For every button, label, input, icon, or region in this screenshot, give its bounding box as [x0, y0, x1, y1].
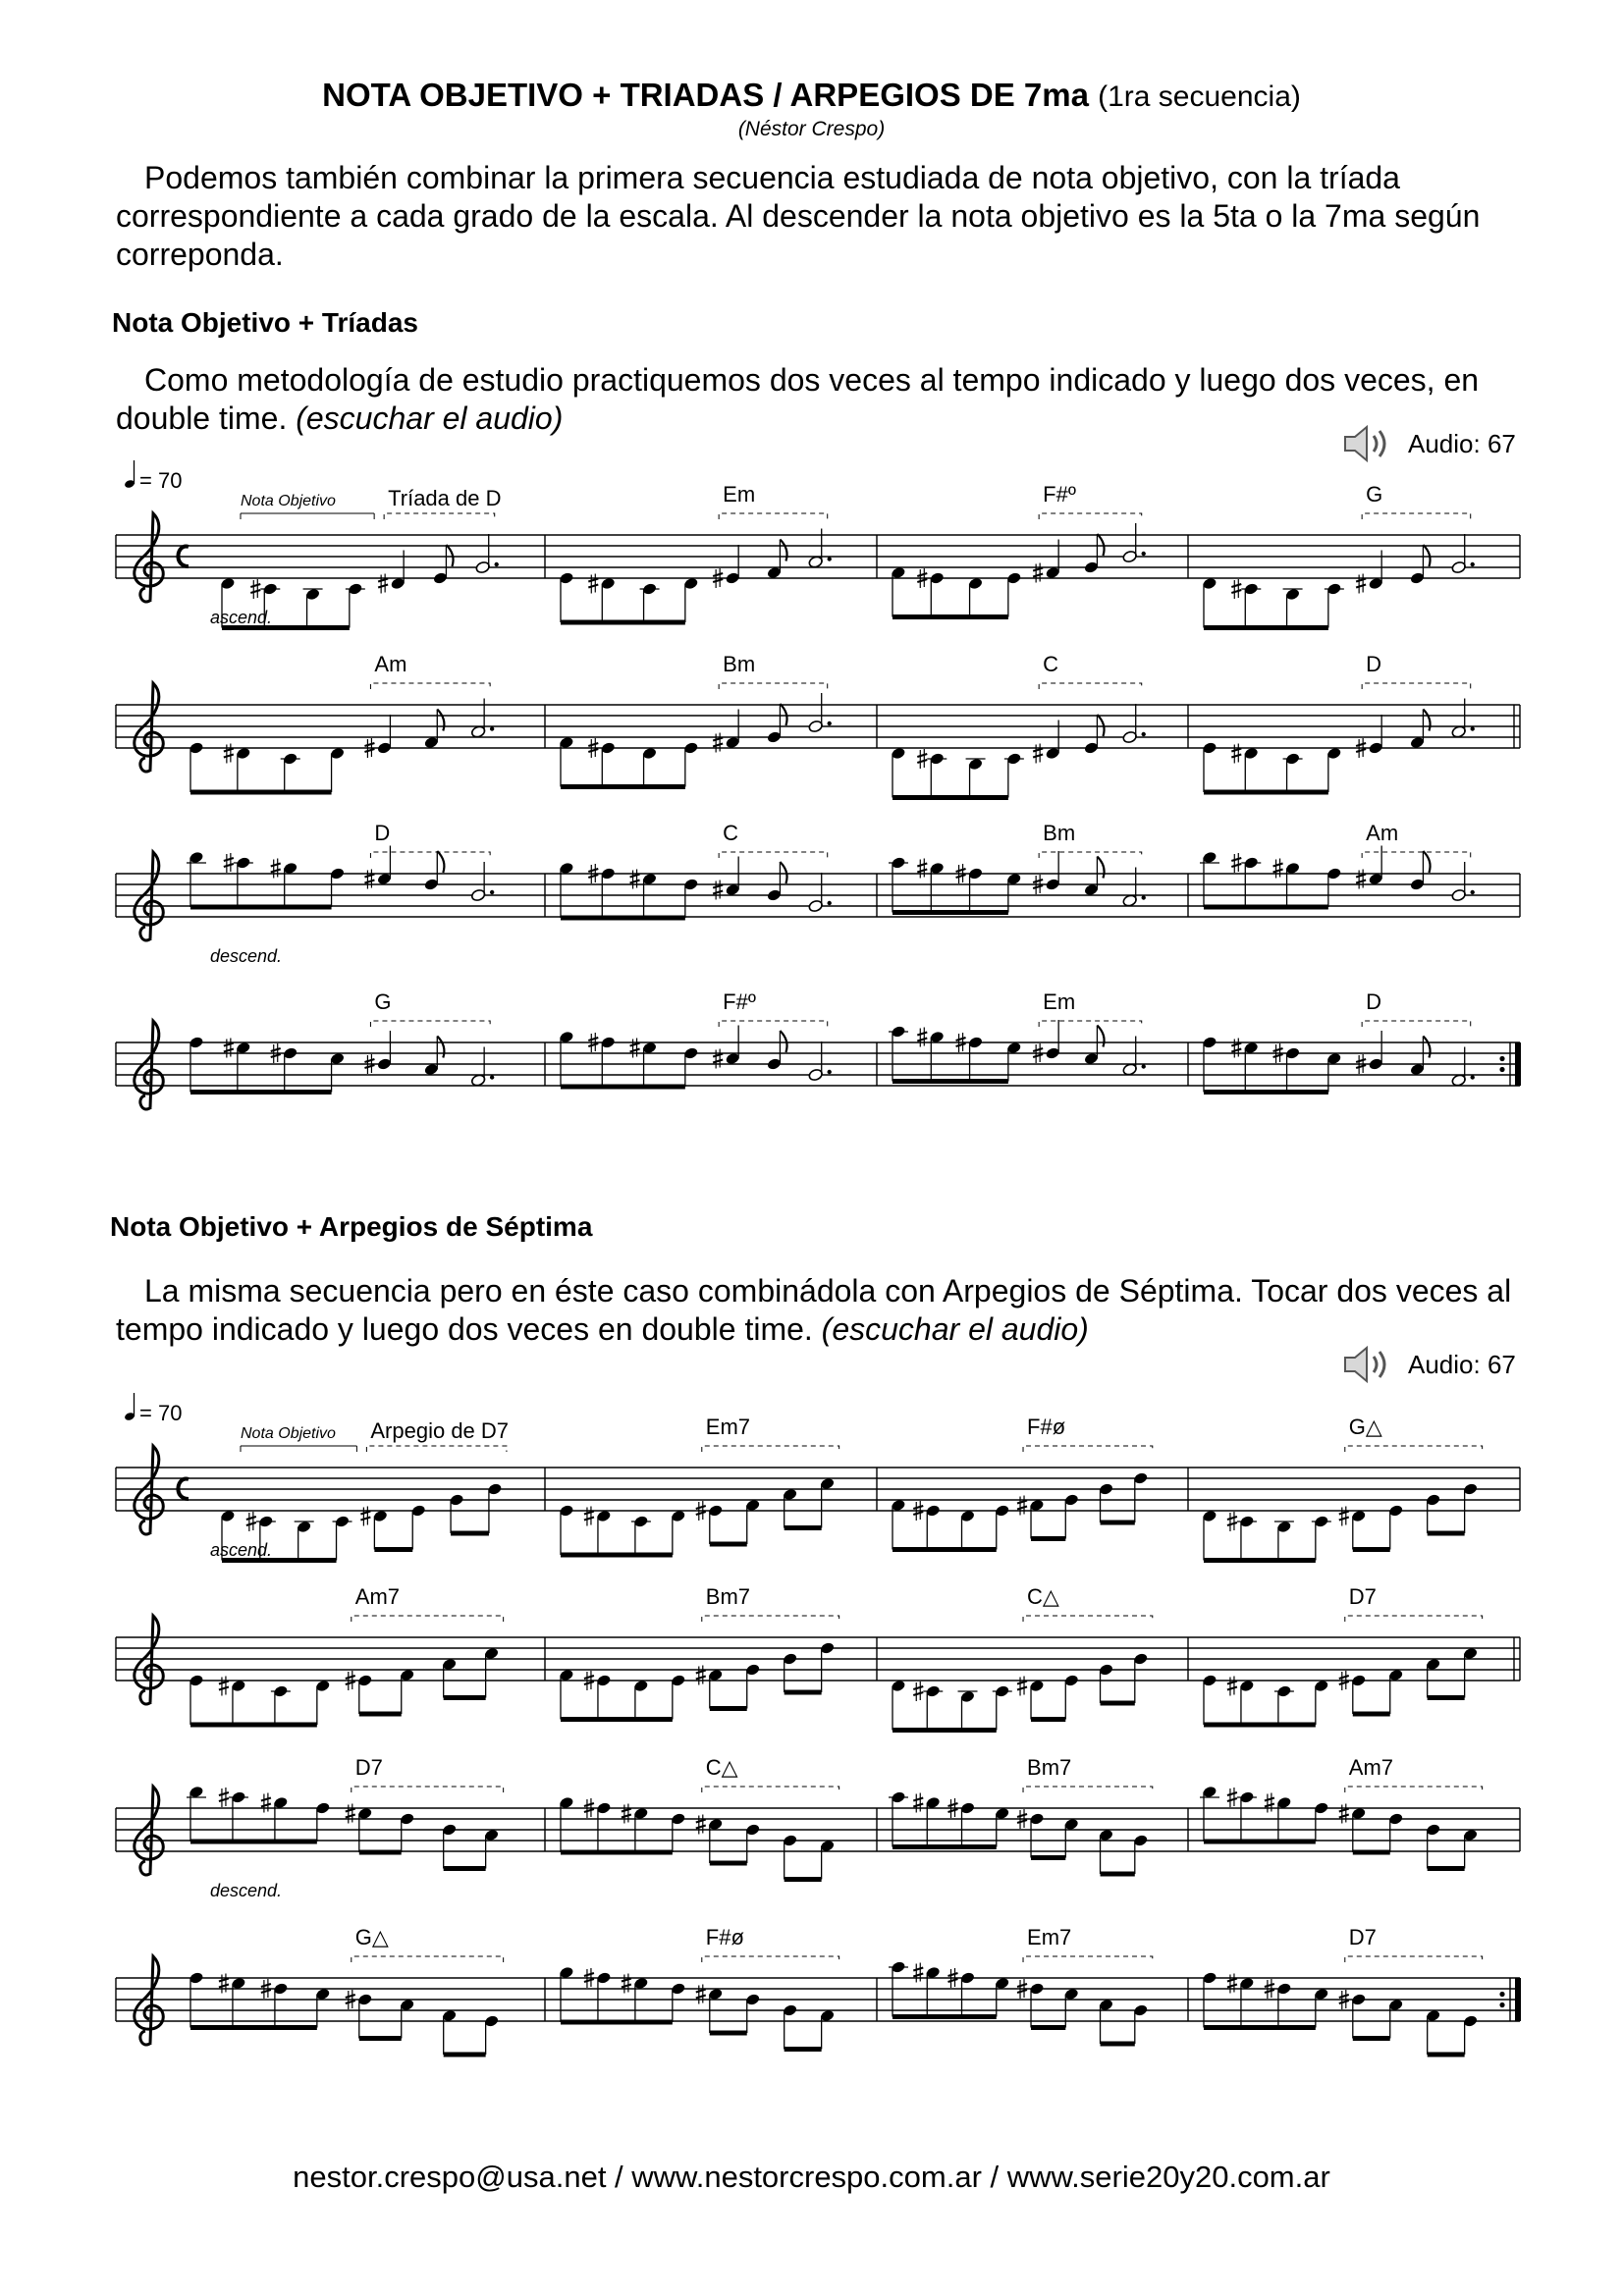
sharp-icon — [271, 859, 281, 879]
chord-label: D — [374, 821, 391, 845]
chord-bracket — [1039, 683, 1142, 689]
sharp-icon — [246, 1512, 256, 1531]
flag — [780, 1031, 786, 1052]
sharp-icon — [219, 1788, 229, 1807]
dot — [828, 721, 832, 725]
sharp-icon — [584, 1507, 594, 1526]
chord-bracket — [1023, 1956, 1153, 1962]
staff-s1-row-4 — [0, 944, 1623, 1141]
flag — [1423, 545, 1430, 566]
chord-label: G△ — [1348, 1415, 1382, 1439]
flag — [1097, 534, 1104, 556]
sharp-icon — [224, 853, 234, 873]
sharp-icon — [588, 574, 598, 594]
dot — [1142, 732, 1146, 736]
chord-bracket — [719, 683, 828, 689]
chord-label: Am7 — [354, 1584, 401, 1609]
treble-clef-icon — [135, 1446, 163, 1534]
treble-clef-icon — [135, 1021, 163, 1109]
treble-clef-icon — [135, 683, 163, 772]
tempo-mark — [124, 1393, 182, 1425]
chord-label: Em — [723, 482, 756, 507]
chord-label: F#º — [723, 989, 756, 1014]
flag — [780, 540, 786, 561]
treble-clef-icon — [135, 852, 163, 940]
chord-label: Em7 — [705, 1415, 751, 1439]
sharp-icon — [713, 881, 723, 900]
chord-label: G△ — [354, 1925, 389, 1949]
chord-label: C — [1043, 652, 1059, 676]
dot — [490, 1075, 494, 1079]
author: (Néstor Crespo) — [737, 118, 886, 140]
chord-label: G — [1366, 482, 1383, 507]
footer-contact: nestor.crespo@usa.net / www.nestorcrespo.com.ar / www.serie20y20.com.ar — [293, 2160, 1330, 2194]
direction-label: ascend. — [210, 1540, 273, 1560]
sharp-icon — [917, 859, 927, 879]
sharp-icon — [1231, 853, 1241, 873]
sharp-icon — [1231, 1039, 1241, 1058]
chord-label: Am — [374, 652, 407, 676]
tempo-label: = 70 — [139, 1401, 183, 1425]
chord-bracket — [702, 1956, 839, 1962]
section2-audio-note: (escuchar el audio) — [821, 1311, 1089, 1347]
dot — [495, 562, 499, 566]
chord-bracket — [352, 1956, 504, 1962]
sharp-icon — [250, 579, 260, 599]
chord-bracket — [1023, 1446, 1153, 1452]
section2-audio-label: Audio: 67 — [1408, 1349, 1516, 1379]
repeat-dot — [1499, 2002, 1504, 2007]
first-chord-label: Tríada de D — [388, 486, 502, 510]
staff-s2-row-1 — [0, 1369, 1623, 1566]
flag — [437, 851, 444, 873]
sharp-icon — [622, 1974, 631, 1994]
tempo-label: = 70 — [139, 468, 183, 493]
sharp-icon — [1227, 1677, 1237, 1696]
sharp-icon — [1033, 744, 1043, 764]
final-barline — [1515, 1042, 1521, 1086]
chord-bracket — [384, 513, 495, 519]
chord-label: Bm7 — [705, 1584, 751, 1609]
section2-text: La misma secuencia pero en éste caso combinádola con Arpegios de Séptima. Tocar dos veces al tempo indicado y luego dos veces en double time. — [116, 1273, 1512, 1347]
sharp-icon — [1227, 1788, 1237, 1807]
final-barline — [1515, 1978, 1521, 2021]
sharp-icon — [696, 1666, 706, 1685]
repeat-dot — [1499, 1067, 1504, 1072]
intro-text: Podemos también combinar la primera secuencia estudiada de nota objetivo, con la tríada correspondiente a cada grado de la escala. Al descender la nota objetivo es la 5ta o la 7ma según correponda. — [116, 160, 1481, 272]
staff-s1-row-1 — [0, 437, 1623, 633]
chord-bracket — [1023, 1616, 1153, 1622]
flag — [446, 545, 453, 566]
staff-s2-row-4 — [0, 1880, 1623, 2076]
sharp-icon — [346, 1804, 355, 1824]
dot — [490, 890, 494, 894]
chord-label: D7 — [1348, 1584, 1377, 1609]
sharp-icon — [378, 574, 388, 594]
dot — [828, 557, 832, 561]
flag — [437, 710, 444, 731]
flag — [780, 862, 786, 883]
chord-label: D7 — [354, 1755, 383, 1780]
flag — [1097, 715, 1104, 736]
chord-label: Bm — [1043, 821, 1076, 845]
chord-label: D — [1366, 989, 1382, 1014]
chord-bracket — [702, 1616, 839, 1622]
dot — [828, 1070, 832, 1074]
chord-label: C — [723, 821, 739, 845]
sharp-icon — [630, 1039, 640, 1058]
flag — [1423, 710, 1430, 731]
dot — [1142, 1064, 1146, 1068]
sharp-icon — [622, 1804, 631, 1824]
sharp-icon — [364, 870, 374, 889]
chord-bracket — [702, 1446, 839, 1452]
direction-label: descend. — [210, 1881, 283, 1900]
sharp-icon — [1231, 579, 1241, 599]
sharp-icon — [917, 749, 927, 769]
dot — [1471, 562, 1475, 566]
sharp-icon — [696, 1985, 706, 2004]
flag — [1423, 851, 1430, 873]
chord-label: Em — [1043, 989, 1076, 1014]
chord-bracket — [370, 1021, 490, 1027]
chord-label: C△ — [705, 1755, 738, 1780]
chord-label: Bm7 — [1027, 1755, 1072, 1780]
chord-label: D — [1366, 652, 1382, 676]
sharp-icon — [219, 1974, 229, 1994]
sharp-icon — [1356, 574, 1366, 594]
sharp-icon — [219, 1677, 229, 1696]
chord-label: Am — [1366, 821, 1399, 845]
flag — [1423, 1037, 1430, 1058]
sharp-icon — [1227, 1512, 1237, 1531]
sharp-icon — [224, 744, 234, 764]
sharp-icon — [713, 733, 723, 753]
sharp-icon — [1356, 870, 1366, 889]
sharp-icon — [630, 870, 640, 889]
chord-label: Bm — [723, 652, 756, 676]
chord-bracket — [1362, 1021, 1471, 1027]
direction-label: descend. — [210, 946, 283, 966]
chord-bracket — [1362, 513, 1471, 519]
sharp-icon — [1339, 1804, 1349, 1824]
intro-paragraph — [116, 159, 1530, 274]
chord-bracket — [1362, 683, 1471, 689]
dot — [1142, 895, 1146, 899]
treble-clef-icon — [135, 1616, 163, 1704]
chord-bracket — [719, 513, 828, 519]
chord-bracket — [1345, 1787, 1483, 1792]
sharp-icon — [696, 1815, 706, 1835]
sharp-icon — [1339, 1507, 1349, 1526]
chord-label: F#ø — [705, 1925, 744, 1949]
sharp-icon — [1265, 1793, 1274, 1813]
sharp-icon — [224, 1039, 234, 1058]
section1-audio-label: Audio: 67 — [1408, 428, 1516, 458]
dot — [1471, 726, 1475, 730]
dot — [490, 726, 494, 730]
chord-label: Em7 — [1027, 1925, 1072, 1949]
target-label: Nota Objetivo — [241, 493, 336, 509]
sharp-icon — [360, 1507, 370, 1526]
sharp-icon — [713, 1049, 723, 1069]
direction-label: ascend. — [210, 608, 273, 627]
chord-label: D7 — [1348, 1925, 1377, 1949]
flag — [1097, 857, 1104, 879]
dot — [1142, 552, 1146, 556]
section1-paragraph — [116, 361, 1530, 438]
treble-clef-icon — [135, 1787, 163, 1875]
page-title — [0, 77, 1623, 114]
treble-clef-icon — [135, 1956, 163, 2045]
target-label: Nota Objetivo — [241, 1425, 336, 1442]
section2-heading: Nota Objetivo + Arpegios de Séptima — [110, 1211, 593, 1242]
title-sub: (1ra secuencia) — [1098, 80, 1301, 113]
chord-bracket — [719, 1021, 828, 1027]
chord-bracket — [702, 1787, 839, 1792]
section1-text: Como metodología de estudio practiquemos dos veces al tempo indicado y luego dos veces, en double time. — [116, 362, 1480, 436]
chord-bracket — [1039, 1021, 1142, 1027]
dot — [1471, 890, 1475, 894]
chord-bracket — [1023, 1787, 1153, 1792]
chord-bracket — [1039, 852, 1142, 858]
chord-bracket — [1345, 1616, 1483, 1622]
sharp-icon — [1033, 563, 1043, 583]
sharp-icon — [1017, 1677, 1027, 1696]
staff-s1-row-3 — [0, 775, 1623, 972]
chord-bracket — [370, 852, 490, 858]
chord-bracket — [352, 1616, 504, 1622]
chord-bracket — [1039, 513, 1142, 519]
chord-bracket — [719, 852, 828, 858]
chord-bracket — [1345, 1446, 1483, 1452]
flag — [1097, 1026, 1104, 1047]
chord-label: G — [374, 989, 392, 1014]
sharp-icon — [913, 1963, 923, 1983]
title-main: NOTA OBJETIVO + TRIADAS / ARPEGIOS DE 7ma — [322, 77, 1089, 113]
repeat-dot — [1499, 1056, 1504, 1061]
first-chord-label: Arpegio de D7 — [370, 1418, 510, 1443]
chord-label: C△ — [1027, 1584, 1059, 1609]
staff-s2-row-2 — [0, 1539, 1623, 1735]
treble-clef-icon — [135, 513, 163, 602]
chord-label: F#º — [1043, 482, 1076, 507]
chord-bracket — [352, 1787, 504, 1792]
sharp-icon — [1231, 744, 1241, 764]
tempo-mark — [124, 460, 182, 493]
dot — [828, 901, 832, 905]
staff-s2-row-3 — [0, 1710, 1623, 1906]
chord-bracket — [1362, 852, 1471, 858]
sharp-icon — [913, 1682, 923, 1701]
chord-bracket — [370, 683, 490, 689]
flag — [780, 704, 786, 725]
section1-heading: Nota Objetivo + Tríadas — [112, 307, 418, 338]
staff-s1-row-2 — [0, 607, 1623, 803]
repeat-dot — [1499, 1992, 1504, 1997]
dot — [1471, 1075, 1475, 1079]
sharp-icon — [1227, 1974, 1237, 1994]
chord-label: F#ø — [1027, 1415, 1066, 1439]
flag — [437, 1037, 444, 1058]
sharp-icon — [1017, 1496, 1027, 1516]
chord-bracket — [1345, 1956, 1483, 1962]
sharp-icon — [1273, 859, 1283, 879]
sharp-icon — [917, 1028, 927, 1047]
section2-paragraph — [116, 1272, 1530, 1349]
sharp-icon — [261, 1793, 271, 1813]
sharp-icon — [913, 1793, 923, 1813]
section1-audio-note: (escuchar el audio) — [296, 400, 564, 436]
chord-bracket — [366, 1446, 507, 1452]
chord-label: Am7 — [1348, 1755, 1394, 1780]
